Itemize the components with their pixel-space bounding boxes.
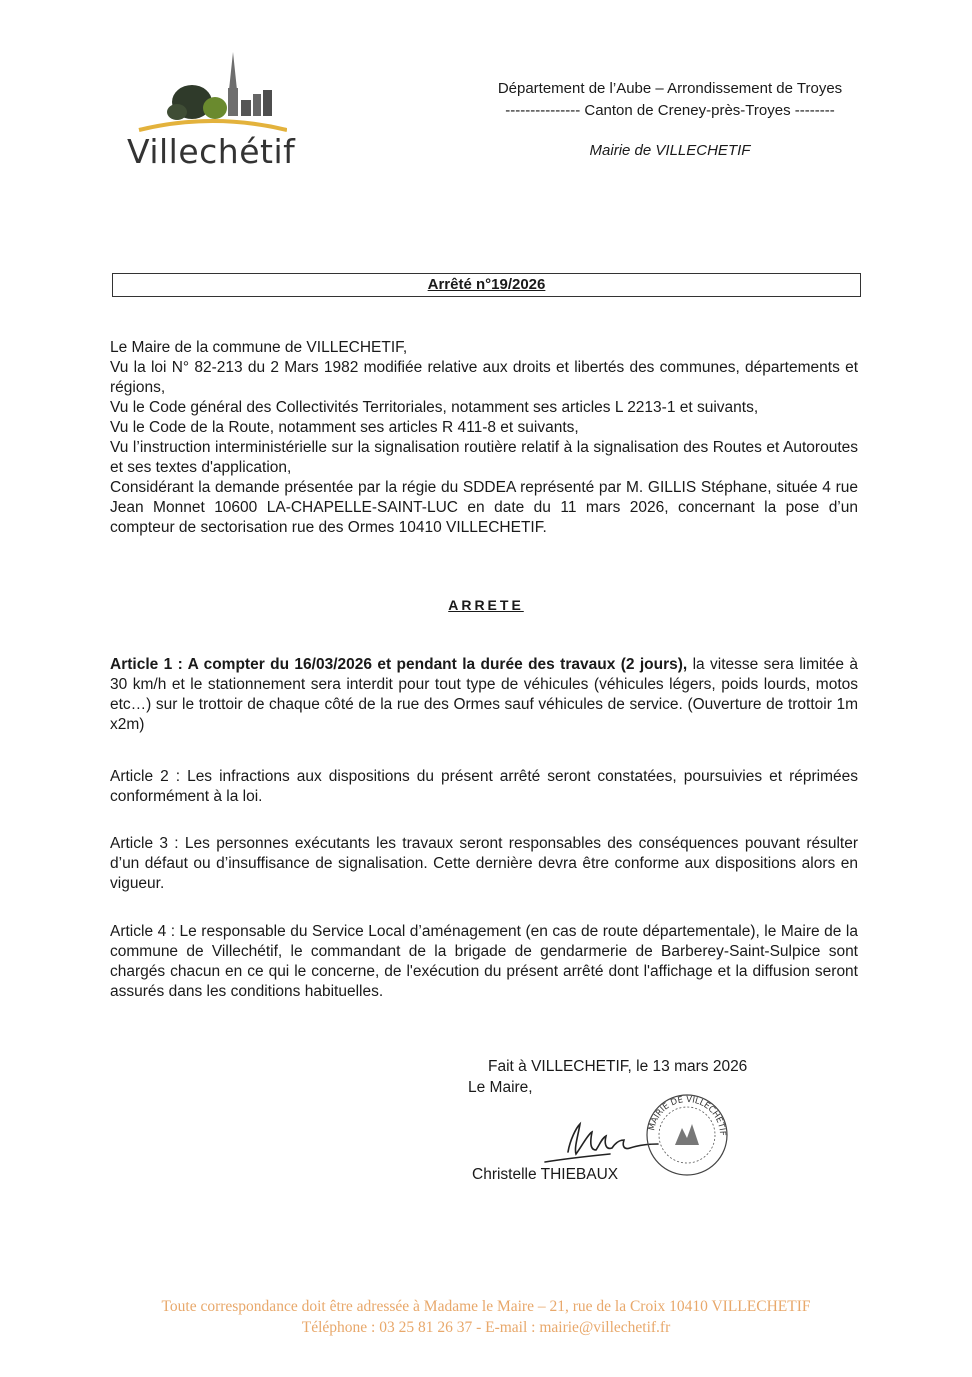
- mairie-line: Mairie de VILLECHETIF: [589, 142, 751, 159]
- preamble-line: Vu l’instruction interministérielle sur la signalisation routière relatif à la signalisation des Routes et Autoroutes et ses textes d'application,: [110, 439, 858, 476]
- footer-contact: [0, 1296, 972, 1338]
- article-3: [110, 834, 858, 894]
- signatory-name: Christelle THIEBAUX: [472, 1166, 619, 1183]
- title-box: [112, 273, 861, 297]
- document-title: Arrêté n°19/2026: [427, 276, 546, 293]
- article-1-bold: Article 1 : A compter du 16/03/2026 et pendant la durée des travaux (2 jours),: [110, 656, 688, 673]
- footer-address: Toute correspondance doit être adressée à Madame le Maire – 21, rue de la Croix 10410 VILLECHETIF: [161, 1298, 811, 1315]
- svg-text:MAIRIE DE VILLECHETIF: MAIRIE DE VILLECHETIF: [647, 1094, 728, 1137]
- preamble-line: Le Maire de la commune de VILLECHETIF,: [110, 339, 408, 356]
- department-line: Département de l’Aube – Arrondissement de Troyes: [497, 80, 843, 97]
- article-1-text: la vitesse sera limitée à 30 km/h et le stationnement sera interdit pour tout type de véhicules (véhicules légers, poids lourds, motos etc…) sur le trottoir de chaque côté de la rue des Ormes sauf véhicules de service. (Ouverture de trottoir 1m x2m): [110, 656, 858, 733]
- article-2: [110, 767, 858, 807]
- preamble-line: Considérant la demande présentée par la régie du SDDEA représenté par M. GILLIS Stéphane, située 4 rue Jean Monnet 10600 LA-CHAPELLE-SAINT-LUC en date du 11 mars 2026, concernant la pose d’un compteur de sectorisation rue des Ormes 10410 VILLECHETIF.: [110, 479, 858, 536]
- canton-line: --------------- Canton de Creney-près-Troyes --------: [505, 102, 835, 119]
- preamble: [110, 338, 858, 538]
- preamble-line: Vu la loi N° 82-213 du 2 Mars 1982 modifiée relative aux droits et libertés des communes, départements et régions,: [110, 359, 858, 396]
- place-date: Fait à VILLECHETIF, le 13 mars 2026: [488, 1058, 748, 1075]
- preamble-line: Vu le Code général des Collectivités Territoriales, notamment ses articles L 2213-1 et suivants,: [110, 399, 759, 416]
- arrete-heading: ARRETE: [448, 597, 524, 613]
- article-2-text: Article 2 : Les infractions aux dispositions du présent arrêté seront constatées, poursuivies et réprimées conformément à la loi.: [110, 768, 858, 805]
- article-3-text: Article 3 : Les personnes exécutants les travaux seront responsables des conséquences pouvant résulter d’un défaut ou d’insuffisance de signalisation. Cette dernière devra être conforme aux dispositions alors en vigueur.: [110, 835, 858, 892]
- article-4: [110, 922, 858, 1002]
- mairie-stamp-icon: [642, 1090, 732, 1180]
- village-logo-icon: [137, 50, 287, 135]
- administrative-header: [470, 78, 870, 162]
- article-4-text: Article 4 : Le responsable du Service Local d’aménagement (en cas de route départementale), le Maire de la commune de Villechétif, le commandant de la brigade de gendarmerie de Barberey-Saint-Sulpice sont chargés chacun en ce qui le concerne, de l'exécution du présent arrêté dont l'affichage et la diffusion seront assurés dans les conditions habituelles.: [110, 923, 858, 1000]
- preamble-line: Vu le Code de la Route, notamment ses articles R 411-8 et suivants,: [110, 419, 579, 436]
- commune-logo: [125, 50, 305, 175]
- article-1: [110, 655, 858, 735]
- footer-phone-email: Téléphone : 03 25 81 26 37 - E-mail : mairie@villechetif.fr: [301, 1319, 671, 1336]
- logo-wordmark: Villechétif: [127, 132, 296, 171]
- signatory-role: Le Maire,: [468, 1079, 533, 1096]
